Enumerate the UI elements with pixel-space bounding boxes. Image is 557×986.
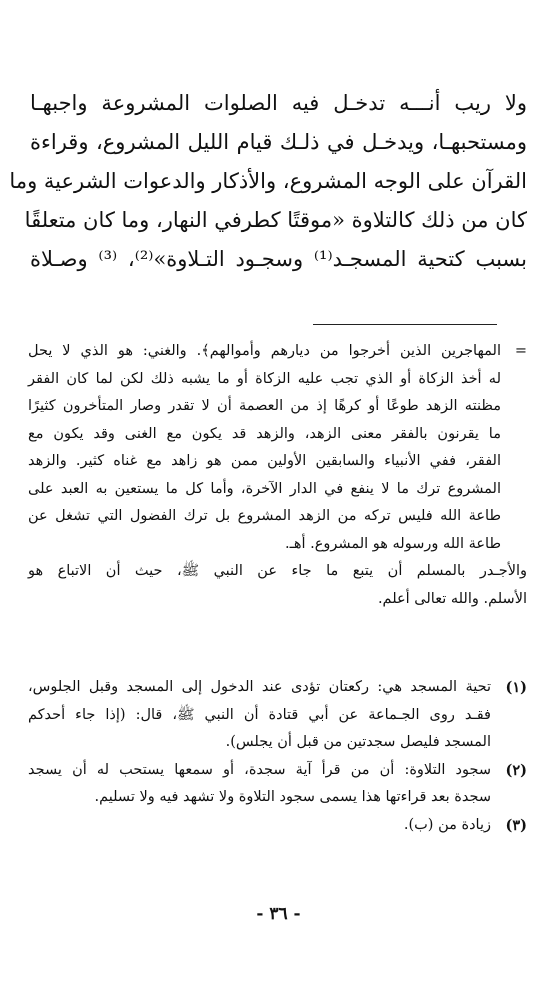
note-line: المهاجرين الذين أخرجوا من ديارهم وأموالهم﴾. والغني: هو الذي لا يحل	[28, 343, 501, 359]
note-line: طاعة الله ورسوله هو المشروع. أهـ.	[285, 535, 501, 552]
note-line: والأجـدر بالمسلم أن يتبع ما جاء عن النبي ﷺ، حيث أن الاتباع هو	[28, 563, 527, 579]
footnote-number: (١)	[505, 679, 527, 696]
footnote-number: (٢)	[505, 761, 527, 779]
note-line: الأسلم. والله تعالى أعلم.	[377, 590, 527, 607]
footnote-line: سجود التلاوة: أن من قرأ آية سجدة، أو سمعها يستحب له أن يسجد	[28, 761, 491, 778]
main-line: كان من ذلك كالتلاوة «موقتًا كطرفي النهار، وما كان متعلقًا	[24, 208, 527, 232]
note-line: طاعة الله فليس تركه من الزهد المشروع بل ترك الفضول التي تشغل عن	[28, 508, 501, 524]
footnote-1	[28, 674, 527, 757]
page-number: - ٣٦ -	[256, 904, 301, 924]
main-line: ومستحبهـا، ويدخـل في ذلـك قيام الليل المشروع، وقراءة	[30, 130, 527, 154]
main-line: بسبب كتحية المسجـد⁽¹⁾ وسجـود التـلاوة»⁽²⁾، ⁽³⁾ وصـلاة	[30, 247, 527, 271]
footnotes	[28, 674, 527, 839]
continued-footnote	[28, 338, 527, 613]
note-line: له أخذ الزكاة أو الذي تجب عليه الزكاة أو ما يشبه ذلك لكن لما كان الفقر	[28, 370, 501, 387]
note-line: مظنته الزهد طوعًا أو كرهًا إذ من العصمة أن لا تقدر وصار المتأخرون كثيرًا	[28, 398, 501, 414]
footnote-3	[28, 812, 527, 840]
footnote-line: سجدة بعد قراءتها هذا يسمى سجود التلاوة ولا تشهد فيه ولا تسليم.	[94, 789, 491, 805]
footnote-line: تحية المسجد هي: ركعتان تؤدى عند الدخول إلى المسجد وقبل الجلوس،	[28, 679, 491, 695]
footnote-line: فقـد روى الجـماعة عن أبي قتادة أن النبي ﷺ، قال: (إذا جاء أحدكم	[28, 706, 491, 723]
note-line: الفقر، ففي الأنبياء والسابقين الأولين ممن هو زاهد مع غناه كثير. والزهد	[28, 453, 501, 469]
footnote-line: المسجد فليصل سجدتين من قبل أن يجلس).	[225, 734, 491, 750]
footnote-2	[28, 757, 527, 812]
main-text	[9, 84, 527, 279]
footnote-separator	[313, 324, 497, 325]
main-line: ولا ريب أنـــه تدخـل فيه الصلوات المشروعة واجبهـا	[30, 91, 527, 115]
footnote-line: زيادة من (ب).	[403, 816, 491, 833]
note-line: المشروع ترك ما لا ينفع في الدار الآخرة، وأما كل ما يستعين به العبد على	[28, 480, 501, 497]
footnote-number: (٣)	[505, 816, 527, 834]
main-line: القرآن على الوجه المشروع، والأذكار والدعوات الشرعية وما	[9, 169, 527, 193]
note-line: ما يقرنون بالفقر معنى الزهد، والزهد قد يكون مع الغنى وقد يكون مع	[28, 425, 501, 442]
continuation-marker: =	[514, 343, 527, 359]
